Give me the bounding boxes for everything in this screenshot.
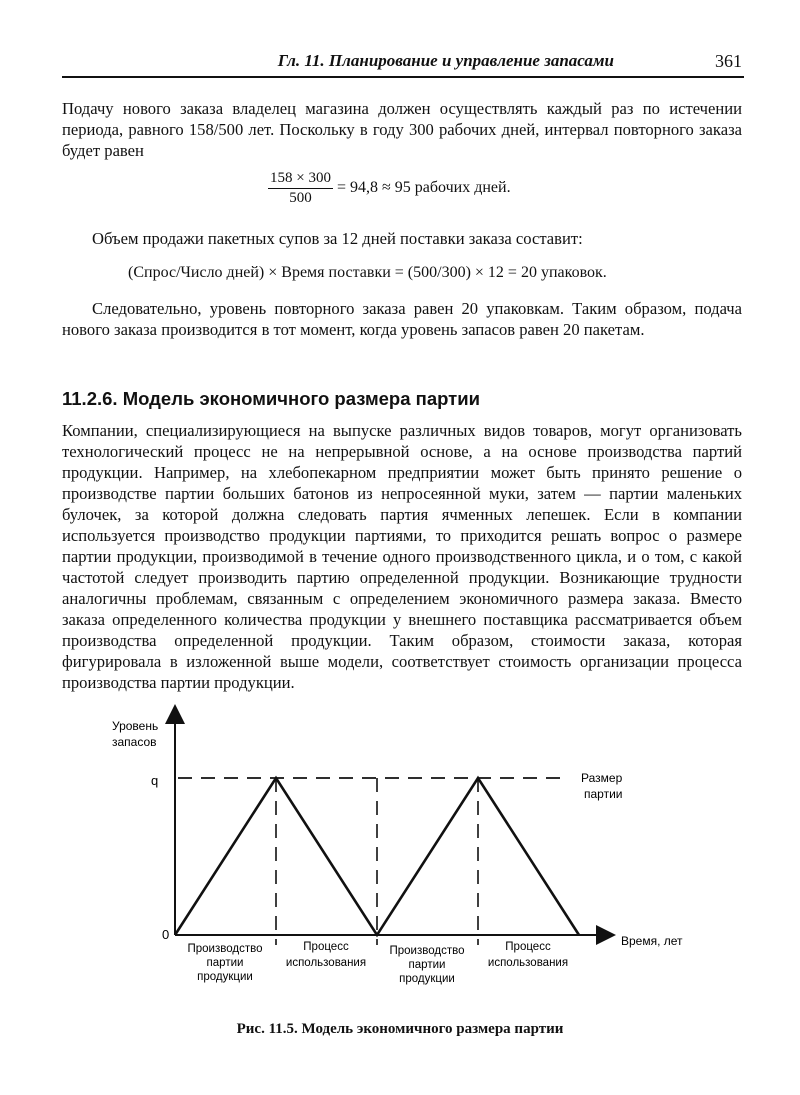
phase-2-label-line2: использования xyxy=(285,957,367,969)
x-axis-label: Время, лет xyxy=(621,934,683,948)
running-title: Гл. 11. Планирование и управление запасами xyxy=(277,51,614,70)
paragraph-1: Подачу нового заказа владелец магазина должен осуществлять каждый раз по истечении периода, равного 158/500 лет. Поскольку в году 300 рабочих дней, интервал повторного заказа будет равен xyxy=(62,99,742,160)
fraction xyxy=(268,170,333,207)
phase-3-label-line3: продукции xyxy=(399,973,455,985)
phase-1-label-line2: партии xyxy=(206,957,244,969)
y-tick-q: q xyxy=(151,773,159,788)
fraction-denominator: 500 xyxy=(289,190,312,206)
phase-4-label-line1: Процесс xyxy=(505,941,551,953)
phase-4-label-line2: использования xyxy=(487,957,569,969)
phase-3-label-line1: Производство xyxy=(389,945,465,957)
batch-label-line2: партии xyxy=(584,787,623,801)
batch-label-line1: Размер xyxy=(581,771,623,785)
phase-1-label-line3: продукции xyxy=(197,971,253,983)
y-axis-label-line1: Уровень xyxy=(112,719,159,733)
phase-2-label-line1: Процесс xyxy=(303,941,349,953)
figure-caption: Рис. 11.5. Модель экономичного размера партии xyxy=(236,1021,564,1037)
phase-3-label-line2: партии xyxy=(408,959,446,971)
page-number: 361 xyxy=(715,51,742,71)
paragraph-2: Объем продажи пакетных супов за 12 дней поставки заказа составит: xyxy=(92,229,583,248)
phase-1-label-line1: Производство xyxy=(187,943,263,955)
batch-size-chart xyxy=(0,700,800,1000)
section-heading: 11.2.6. Модель экономичного размера партии xyxy=(62,388,480,409)
formula-reorder: (Спрос/Число дней) × Время поставки = (500/300) × 12 = 20 упаковок. xyxy=(128,264,607,281)
formula-interval xyxy=(268,170,511,207)
fraction-numerator: 158 × 300 xyxy=(268,170,333,189)
paragraph-3: Следовательно, уровень повторного заказа равен 20 упаковкам. Таким образом, подача нового заказа производится в тот момент, когда уровень запасов равен 20 пакетам. xyxy=(62,299,742,339)
paragraph-4: Компании, специализирующиеся на выпуске различных видов товаров, могут организовать технологический процесс не на непрерывной основе, а на основе производства партий продукции. Например, на хлебопекарном предприятии может быть принято решение о производстве партии больших батонов из непросеянной муки, затем — партии маленьких булочек, за которой должна следовать партия ячменных лепешек. Если в компании используется производство продукции партиями, то приходится решать вопрос о размере партии продукции, производимой в течение одного производственного цикла, и о том, с какой частотой следует производить партию определенной продукции. Возникающие трудности аналогичны проблемам, связанным с определением экономичного размера заказа. Вместо заказа определенного количества продукции у внешнего поставщика рассматривается объем производства определенной продукции. Таким образом, стоимости заказа, которая фигурировала в изложенной выше модели, соответствует стоимость организации процесса производства партии продукции. xyxy=(62,421,742,692)
y-tick-zero: 0 xyxy=(162,927,170,942)
formula-result: = 94,8 ≈ 95 рабочих дней. xyxy=(336,179,511,197)
y-axis-label-line2: запасов xyxy=(112,735,157,749)
running-head xyxy=(62,50,744,78)
